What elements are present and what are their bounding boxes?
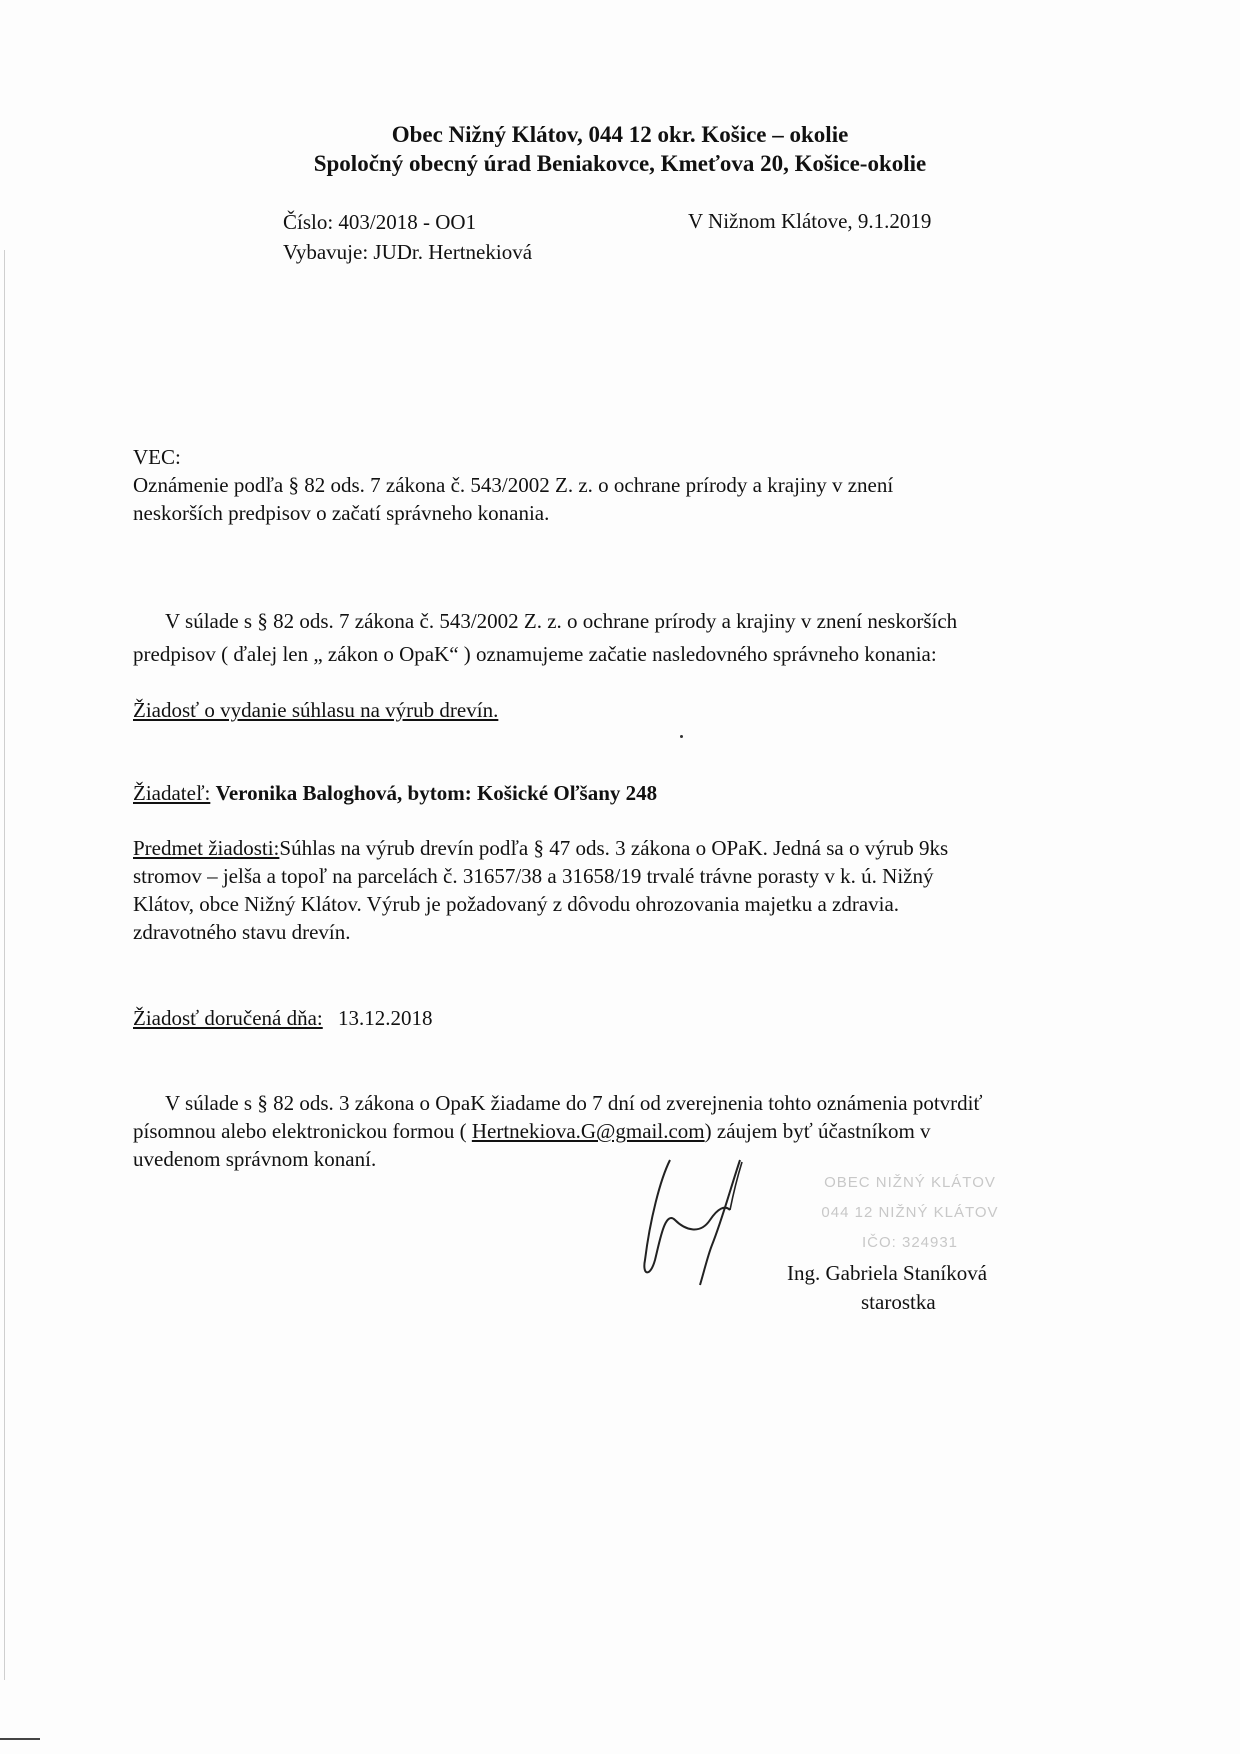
applicant-label: Žiadateľ: [133,781,211,805]
signatory-name: Ing. Gabriela Staníková [787,1261,988,1285]
closing-line-2-pre: písomnou alebo elektronickou formou ( [133,1119,467,1143]
signatory-title: starostka [861,1290,936,1314]
closing-line-2-post: ) záujem byť účastníkom v [704,1119,931,1143]
subject-line-1: Oznámenie podľa § 82 ods. 7 zákona č. 543/2002 Z. z. o ochrane prírody a krajiny v znení [133,473,894,497]
stamp-line-2: 044 12 NIŽNÝ KLÁTOV [821,1204,999,1221]
closing-line-3: uvedenom správnom konaní. [133,1147,377,1171]
intro-line-2: predpisov ( ďalej len „ zákon o OpaK“ ) oznamujeme začatie nasledovného správneho konania: [133,642,937,666]
scan-margin-line [4,250,5,1680]
delivered-label: Žiadosť doručená dňa: [133,1006,323,1030]
request-subject-line-1 [133,834,948,862]
header-line-2: Spoločný obecný úrad Beniakovce, Kmeťova 20, Košice-okolie [313,151,927,176]
delivered [133,1004,433,1032]
applicant [133,779,657,807]
stamp-line-1: OBEC NIŽNÝ KLÁTOV [824,1174,996,1191]
subject-label: VEC: [133,445,181,469]
email-link[interactable]: Hertnekiova.G@gmail.com [471,1119,705,1143]
official-stamp [770,1168,1050,1258]
request-subject-line-2: stromov – jelša a topoľ na parcelách č. 31657/38 a 31658/19 trvalé trávne porasty v k. ú. Nižný [133,864,934,888]
closing-line-1: V súlade s § 82 ods. 3 zákona o OpaK žiadame do 7 dní od zverejnenia tohto oznámenia potvrdiť [165,1091,983,1115]
request-subject-line-3: Klátov, obce Nižný Klátov. Výrub je požadovaný z dôvodu ohrozovania majetku a zdravia. [133,892,900,916]
stamp-line-3: IČO: 324931 [861,1234,959,1251]
applicant-value: Veronika Baloghová, bytom: Košické Oľšany 248 [215,781,658,805]
scan-bottom-mark [0,1738,40,1740]
intro-line-1: V súlade s § 82 ods. 7 zákona č. 543/2002 Z. z. o ochrane prírody a krajiny v znení neskorších [165,609,958,633]
request-subject-line-4: zdravotného stavu drevín. [133,920,351,944]
request-subject-text: Súhlas na výrub drevín podľa § 47 ods. 3 zákona o OPaK. Jedná sa o výrub 9ks [279,836,949,860]
reference-number: Číslo: 403/2018 - OO1 [283,210,477,234]
header-line-1: Obec Nižný Klátov, 044 12 okr. Košice – okolie [391,122,849,147]
handled-by: Vybavuje: JUDr. Hertnekiová [283,240,533,264]
subject-line-2: neskorších predpisov o začatí správneho konania. [133,501,550,525]
request-subject-label: Predmet žiadosti: [133,836,280,860]
place-and-date: V Nižnom Klátove, 9.1.2019 [688,209,932,233]
request-title: Žiadosť o vydanie súhlasu na výrub drevín. [133,698,499,722]
delivered-date: 13.12.2018 [338,1006,433,1030]
scan-dot [680,735,683,738]
handwritten-signature [630,1150,780,1290]
closing-line-2 [133,1117,931,1145]
